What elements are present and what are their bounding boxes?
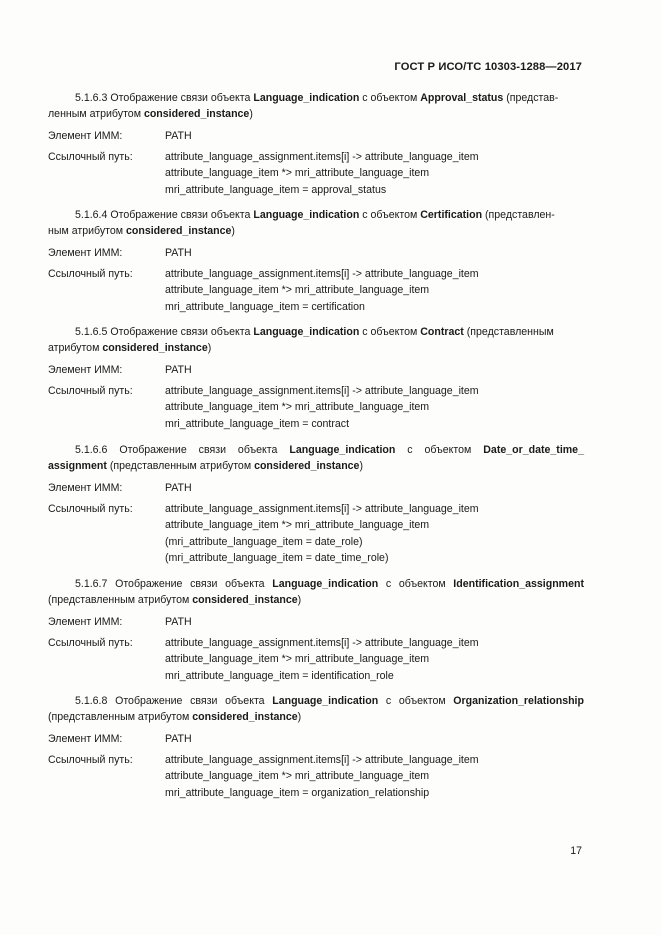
reference-path-label: Ссылочный путь: — [48, 753, 133, 766]
reference-path-value — [165, 383, 584, 433]
reference-path-label: Ссылочный путь: — [48, 150, 133, 163]
section-heading: 5.1.6.3 Отображение связи объекта Language_indication с объектом Approval_status (представ- ленным атрибутом considered_instance) — [48, 92, 559, 120]
element-row — [48, 128, 584, 145]
path-line: mri_attribute_language_item = approval_status — [165, 183, 387, 196]
mapping-section-5168 — [48, 694, 584, 801]
path-line: attribute_language_item *> mri_attribute_language_item — [165, 653, 430, 665]
element-row — [48, 480, 584, 497]
section-heading: 5.1.6.7 Отображение связи объекта Language_indication с объектом Identification_assignment — [75, 578, 584, 590]
path-line: mri_attribute_language_item = contract — [165, 417, 350, 430]
path-line: attribute_language_assignment.items[i] -> attribute_language_item — [165, 753, 479, 766]
path-line: attribute_language_item *> mri_attribute_language_item — [165, 519, 430, 531]
reference-path-value — [165, 752, 584, 802]
path-line: attribute_language_item *> mri_attribute_language_item — [165, 770, 430, 782]
path-line: attribute_language_assignment.items[i] -> attribute_language_item — [165, 636, 479, 649]
path-line: attribute_language_item *> mri_attribute_language_item — [165, 167, 430, 179]
section-heading: 5.1.6.6 Отображение связи объекта Language_indication с объектом Date_or_date_time_ — [75, 444, 584, 456]
reference-path-value — [165, 635, 584, 685]
reference-path-row — [48, 752, 584, 802]
reference-path-row — [48, 635, 584, 685]
element-value: PATH — [165, 130, 192, 142]
element-row — [48, 731, 584, 748]
element-label: Элемент ИММ: — [48, 482, 123, 494]
document-header: ГОСТ Р ИСО/ТС 10303-1288—2017 — [394, 61, 582, 73]
page-number: 17 — [570, 845, 582, 857]
path-line: mri_attribute_language_item = certification — [165, 300, 365, 313]
section-heading: 5.1.6.5 Отображение связи объекта Language_indication с объектом Contract (представленным атрибутом considered_instance) — [48, 326, 554, 354]
element-row — [48, 362, 584, 379]
path-line: (mri_attribute_language_item = date_time_role) — [165, 552, 389, 564]
section-heading-cont: assignment (представленным атрибутом considered_instance) — [48, 459, 363, 472]
path-line: attribute_language_assignment.items[i] -> attribute_language_item — [165, 267, 479, 280]
path-line: attribute_language_assignment.items[i] -> attribute_language_item — [165, 150, 479, 163]
reference-path-row — [48, 149, 584, 199]
path-line: (mri_attribute_language_item = date_role) — [165, 535, 363, 548]
reference-path-row — [48, 501, 584, 567]
element-value: PATH — [165, 616, 192, 628]
mapping-section-5167 — [48, 577, 584, 684]
element-row — [48, 245, 584, 262]
reference-path-row — [48, 266, 584, 316]
mapping-section-5166 — [48, 443, 584, 567]
reference-path-value — [165, 266, 584, 316]
element-row — [48, 614, 584, 631]
path-line: attribute_language_assignment.items[i] -> attribute_language_item — [165, 502, 479, 515]
mapping-section-5165 — [48, 325, 584, 432]
reference-path-label: Ссылочный путь: — [48, 502, 133, 515]
reference-path-label: Ссылочный путь: — [48, 267, 133, 280]
reference-path-value — [165, 501, 584, 567]
element-value: PATH — [165, 733, 192, 745]
element-label: Элемент ИММ: — [48, 616, 123, 628]
path-line: mri_attribute_language_item = identification_role — [165, 669, 394, 682]
path-line: attribute_language_item *> mri_attribute_language_item — [165, 284, 430, 296]
mapping-section-5163 — [48, 91, 584, 198]
element-label: Элемент ИММ: — [48, 130, 123, 142]
section-heading: 5.1.6.4 Отображение связи объекта Language_indication с объектом Certification (представлен- ным атрибутом considered_instance) — [48, 209, 555, 237]
element-value: PATH — [165, 364, 192, 376]
element-value: PATH — [165, 482, 192, 494]
element-label: Элемент ИММ: — [48, 364, 123, 376]
reference-path-row — [48, 383, 584, 433]
path-line: attribute_language_item *> mri_attribute_language_item — [165, 401, 430, 413]
section-heading-cont: (представленным атрибутом considered_instance) — [48, 593, 302, 606]
reference-path-label: Ссылочный путь: — [48, 636, 133, 649]
reference-path-label: Ссылочный путь: — [48, 384, 133, 397]
element-label: Элемент ИММ: — [48, 733, 123, 745]
path-line: attribute_language_assignment.items[i] -> attribute_language_item — [165, 384, 479, 397]
element-value: PATH — [165, 247, 192, 259]
element-label: Элемент ИММ: — [48, 247, 123, 259]
mapping-section-5164 — [48, 208, 584, 315]
reference-path-value — [165, 149, 584, 199]
section-heading-cont: (представленным атрибутом considered_instance) — [48, 710, 302, 723]
path-line: mri_attribute_language_item = organization_relationship — [165, 786, 430, 799]
section-heading: 5.1.6.8 Отображение связи объекта Language_indication с объектом Organization_relationship — [75, 695, 584, 707]
